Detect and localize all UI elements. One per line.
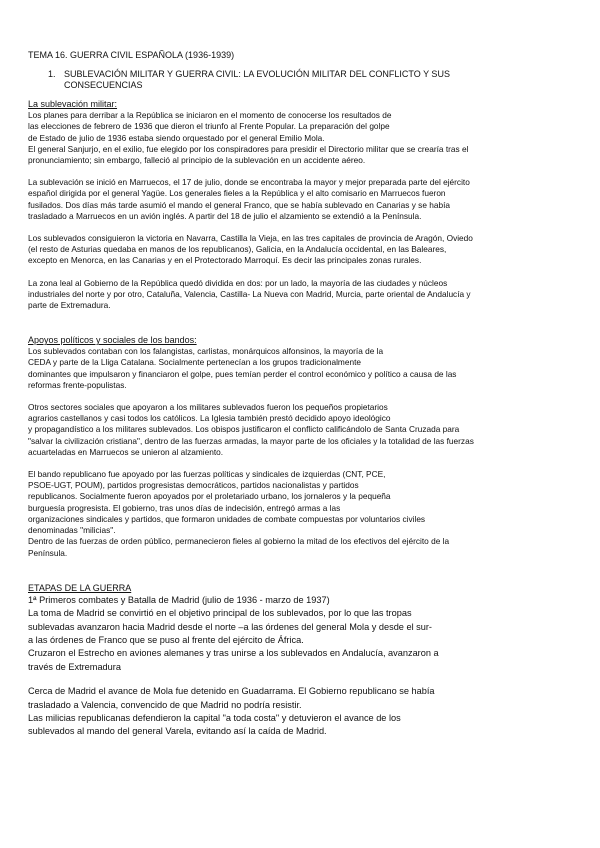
text-line: Los planes para derribar a la República se iniciaron en el momento de conocerse los resultados de xyxy=(28,110,392,121)
text-line: Dentro de las fuerzas de orden público, permanecieron fieles al gobierno la mitad de los efectivos del ejército de la xyxy=(28,536,450,547)
text-line: industriales del norte y por otro, Cataluña, Valencia, Castilla- La Nueva con Madrid, Murcia, parte oriental de Andalucía y xyxy=(28,288,471,299)
text-line: organizaciones sindicales y partidos, que formaron unidades de combate compuestas por voluntarios civiles xyxy=(28,513,426,524)
text-line: Los sublevados consiguieron la victoria en Navarra, Castilla la Vieja, en las tres capitales de provincia de Aragón, Oviedo xyxy=(28,233,473,244)
text-line: dominantes que impulsaron y financiaron el golpe, pues temían perder el control económico y político a causa de las xyxy=(28,368,457,379)
text-line: El bando republicano fue apoyado por las fuerzas políticas y sindicales de izquierdas (CNT, PCE, xyxy=(28,469,386,480)
text-line: Las milicias republicanas defendieron la capital "a toda costa" y detuvieron el avance de los xyxy=(28,712,401,723)
text-line: La toma de Madrid se convirtió en el objetivo principal de los sublevados, por lo que las tropas xyxy=(28,608,412,619)
text-line: Otros sectores sociales que apoyaron a los militares sublevados fueron los pequeños propietarios xyxy=(28,402,388,413)
paragraph xyxy=(28,469,580,559)
text-line: Cruzaron el Estrecho en aviones alemanes y tras unirse a los sublevados en Andalucía, avanzaron a xyxy=(28,648,439,659)
section-heading xyxy=(48,69,580,91)
section-number: 1. xyxy=(48,69,56,80)
text-line: Península. xyxy=(28,547,68,558)
text-line: republicanos. Socialmente fueron apoyados por el proletariado urbano, los jornaleros y la pequeña xyxy=(28,491,391,502)
text-line: agrarios castellanos y casi todos los católicos. La Iglesia también prestó decidido apoyo ideológico xyxy=(28,413,391,424)
text-line: a las órdenes de Franco que se puso al frente del ejército de África. xyxy=(28,634,304,645)
text-line: trasladado a Marruecos en un avión inglés. A partir del 18 de julio el alzamiento se extendió a la Península. xyxy=(28,210,422,221)
section-title-line: CONSECUENCIAS xyxy=(64,80,143,91)
section-title xyxy=(64,69,564,91)
text-line: burguesía progresista. El gobierno, tras unos días de indecisión, entregó armas a las xyxy=(28,502,341,513)
text-line: trasladado a Valencia, convencido de que Madrid no podría resistir. xyxy=(28,699,302,710)
text-line: de Estado de julio de 1936 estaba siendo orquestado por el general Emilio Mola. xyxy=(28,132,325,143)
text-line: Cerca de Madrid el avance de Mola fue detenido en Guadarrama. El Gobierno republicano se había xyxy=(28,686,435,697)
paragraph xyxy=(28,346,580,391)
heading-sublevacion: La sublevación militar: xyxy=(28,99,118,110)
text-line: través de Extremadura xyxy=(28,661,121,672)
paragraph xyxy=(28,177,580,222)
paragraph xyxy=(28,685,580,739)
section-title-line: SUBLEVACIÓN MILITAR Y GUERRA CIVIL: LA EVOLUCIÓN MILITAR DEL CONFLICTO Y SUS xyxy=(64,69,450,80)
text-line: excepto en Menorca, en las Canarias y en el Protectorado Marroquí. Es decir las principales zonas rurales. xyxy=(28,255,422,266)
text-line: "salvar la civilización cristiana", dentro de las fuerzas armadas, la mayor parte de los oficiales y la totalidad de las fuerzas xyxy=(28,435,474,446)
text-line: 1ª Primeros combates y Batalla de Madrid (julio de 1936 - marzo de 1937) xyxy=(28,594,330,605)
text-line: las elecciones de febrero de 1936 que dieron el triunfo al Frente Popular. La preparación del golpe xyxy=(28,121,390,132)
text-line: CEDA y parte de la Lliga Catalana. Socialmente pertenecían a los grupos tradicionalmente xyxy=(28,357,361,368)
text-line: pronunciamiento; sin embargo, falleció al principio de la sublevación en un accidente aéreo. xyxy=(28,155,366,166)
text-line: sublevadas avanzaron hacia Madrid desde el norte –a las órdenes del general Mola y desde el sur- xyxy=(28,621,432,632)
text-line: La sublevación se inició en Marruecos, el 17 de julio, donde se encontraba la mayor y mejor preparada parte del ejército xyxy=(28,177,470,188)
paragraph xyxy=(28,402,580,458)
text-line: El general Sanjurjo, en el exilio, fue elegido por los conspiradores para presidir el Directorio militar que se crearía tras el xyxy=(28,143,469,154)
heading-apoyos: Apoyos políticos y sociales de los bandos: xyxy=(28,335,197,346)
heading-etapas: ETAPAS DE LA GUERRA xyxy=(28,582,132,593)
text-line: reformas frente-populistas. xyxy=(28,379,127,390)
paragraph xyxy=(28,278,580,312)
text-line: La zona leal al Gobierno de la República quedó dividida en dos: por un lado, la mayoría de las ciudades y núcleos xyxy=(28,277,448,288)
text-line: (el resto de Asturias quedaba en manos de los republicanos), Galicia, en la Andalucía occidental, en las Baleares, xyxy=(28,244,447,255)
text-line: PSOE-UGT, POUM), partidos progresistas democráticos, partidos nacionalistas y partidos xyxy=(28,480,359,491)
paragraph xyxy=(28,233,580,267)
text-line: fusilados. Dos días más tarde asumió el mando el general Franco, que se había sublevado en Canarias y se había xyxy=(28,199,451,210)
text-line: Los sublevados contaban con los falangistas, carlistas, monárquicos alfonsinos, la mayoría de la xyxy=(28,346,384,357)
text-line: español dirigida por el general Yagüe. Los generales fieles a la República y el alto comisario en Marruecos fueron xyxy=(28,188,446,199)
text-line: sublevados al mando del general Varela, evitando así la caída de Madrid. xyxy=(28,726,327,737)
text-line: y propagandístico a los militares sublevados. Los obispos justificaron el conflicto calificándolo de Santa Cruzada para xyxy=(28,424,460,435)
text-line: parte de Extremadura. xyxy=(28,300,111,311)
paragraph xyxy=(28,594,580,674)
paragraph xyxy=(28,110,580,166)
text-line: acuarteladas en Marruecos se unieron al alzamiento. xyxy=(28,446,224,457)
document-title: TEMA 16. GUERRA CIVIL ESPAÑOLA (1936-1939) xyxy=(28,50,235,60)
text-line: denominadas "milicias". xyxy=(28,525,116,536)
